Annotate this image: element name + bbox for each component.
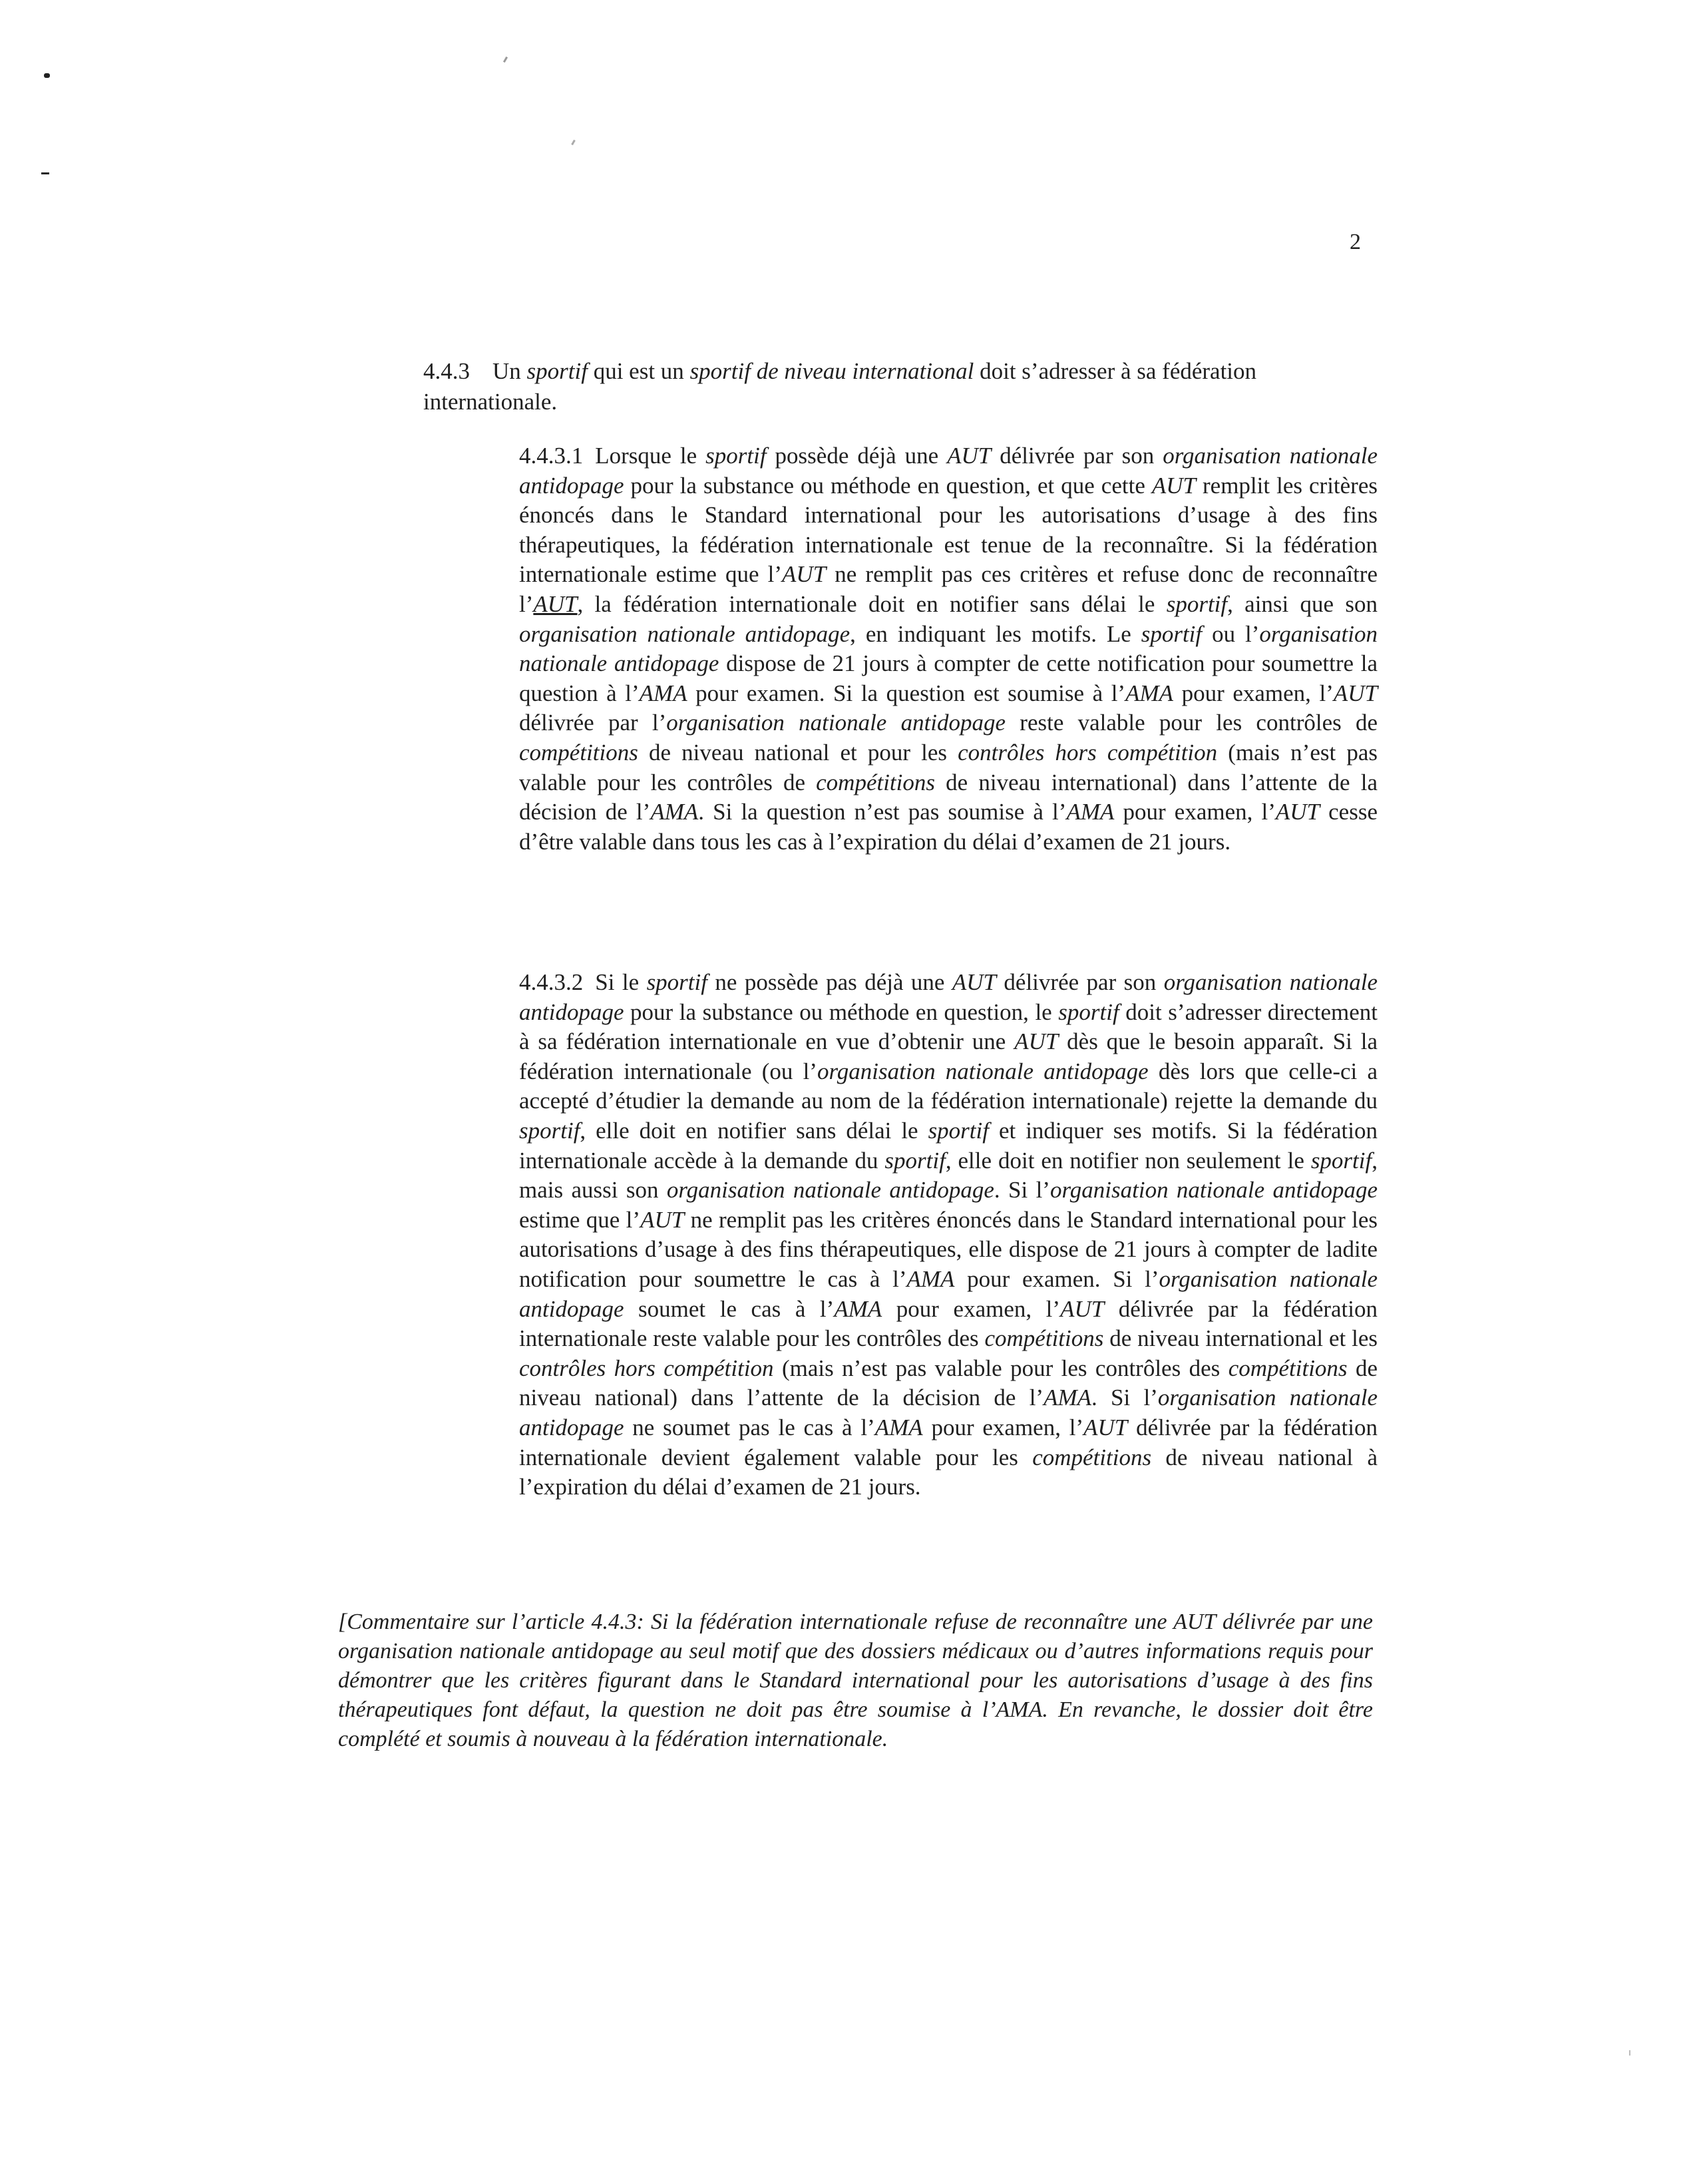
scan-speck	[1629, 2050, 1630, 2056]
article-commentary: [Commentaire sur l’article 4.4.3: Si la fédération internationale refuse de reconnaître une AUT délivrée par une organisation nationale antidopage au seul motif que des dossiers médicaux ou d’autres informations requis pour démontrer que les critères figurant dans le Standard international pour les autorisations d’usage à des fins thérapeutiques font défaut, la question ne doit pas être soumise à l’AMA. En revanche, le dossier doit être complété et soumis à nouveau à la fédération internationale.	[338, 1610, 1373, 1751]
section-number: 4.4.3	[423, 358, 470, 384]
section-number: 4.4.3.1	[519, 443, 584, 469]
page-number: 2	[1350, 230, 1361, 254]
scan-speck	[571, 140, 576, 145]
scan-speck	[41, 172, 49, 174]
section-4-4-3: 4.4.3 Un sportif qui est un sportif de niveau international doit s’adresser à sa fédération internationale.	[423, 358, 1257, 415]
section-number: 4.4.3.2	[519, 969, 584, 995]
section-4-4-3-2: 4.4.3.2 Si le sportif ne possède pas déjà une AUT délivrée par son organisation nationale antidopage pour la substance ou méthode en question, le sportif doit s’adresser directement à sa fédération internationale en vue d’obtenir une AUT dès que le besoin apparaît. Si la fédération internationale (ou l’organisation nationale antidopage dès lors que celle-ci a accepté d’étudier la demande au nom de la fédération internationale) rejette la demande du sportif, elle doit en notifier sans délai le sportif et indiquer ses motifs. Si la fédération internationale accède à la demande du sportif, elle doit en notifier non seulement le sportif, mais aussi son organisation nationale antidopage. Si l’organisation nationale antidopage estime que l’AUT ne remplit pas les critères énoncés dans le Standard international pour les autorisations d’usage à des fins thérapeutiques, elle dispose de 21 jours à compter de ladite notification pour soumettre le cas à l’AMA pour examen. Si l’organisation nationale antidopage soumet le cas à l’AMA pour examen, l’AUT délivrée par la fédération internationale reste valable pour les contrôles des compétitions de niveau international et les contrôles hors compétition (mais n’est pas valable pour les contrôles des compétitions de niveau national) dans l’attente de la décision de l’AMA. Si l’organisation nationale antidopage ne soumet pas le cas à l’AMA pour examen, l’AUT délivrée par la fédération internationale devient également valable pour les compétitions de niveau national à l’expiration du délai d’examen de 21 jours.	[519, 969, 1378, 1500]
scan-speck	[44, 73, 50, 78]
section-4-4-3-1: 4.4.3.1 Lorsque le sportif possède déjà une AUT délivrée par son organisation nationale antidopage pour la substance ou méthode en question, et que cette AUT remplit les critères énoncés dans le Standard international pour les autorisations d’usage à des fins thérapeutiques, la fédération internationale est tenue de la reconnaître. Si la fédération internationale estime que l’AUT ne remplit pas ces critères et refuse donc de reconnaître l’AUT, la fédération internationale doit en notifier sans délai le sportif, ainsi que son organisation nationale antidopage, en indiquant les motifs. Le sportif ou l’organisation nationale antidopage dispose de 21 jours à compter de cette notification pour soumettre la question à l’AMA pour examen. Si la question est soumise à l’AMA pour examen, l’AUT délivrée par l’organisation nationale antidopage reste valable pour les contrôles de compétitions de niveau national et pour les contrôles hors compétition (mais n’est pas valable pour les contrôles de compétitions de niveau international) dans l’attente de la décision de l’AMA. Si la question n’est pas soumise à l’AMA pour examen, l’AUT cesse d’être valable dans tous les cas à l’expiration du délai d’examen de 21 jours.	[519, 443, 1378, 855]
scan-speck	[503, 57, 508, 63]
